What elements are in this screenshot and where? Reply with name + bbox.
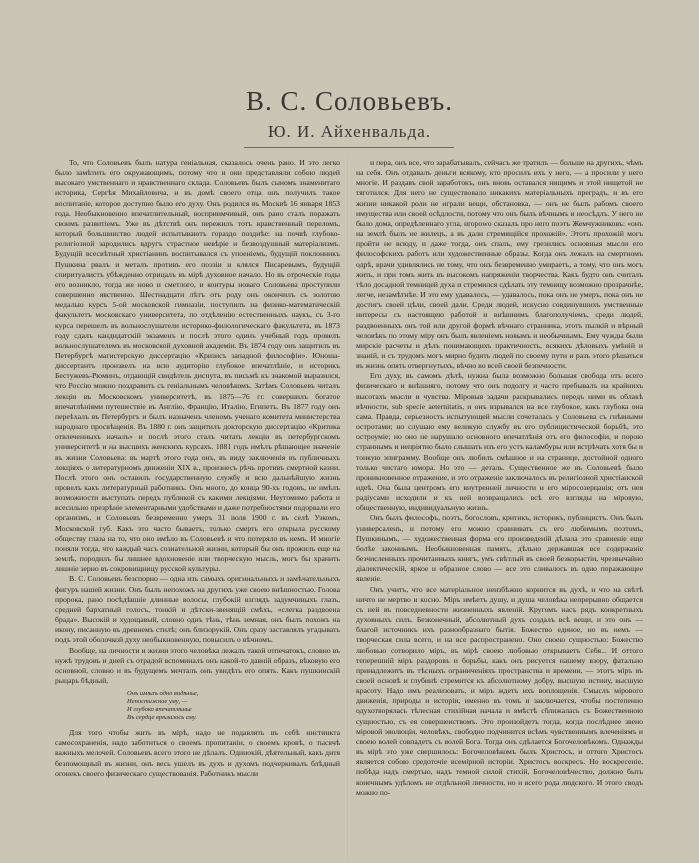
paragraph: Его духу, въ самомъ дѣлѣ, нужна была возможно большая свобода отъ всего физическаго и внѣшняго, потому что онъ подолгу и часто пребывалъ на крайнихъ высотахъ мысли и чувства. Міровыя задачи раскрывались передъ ними въ облакѣ вѣчности, sub specie aeternitatis, и онъ взрывался на все глубокое, какъ глубока она сама. Правда, серьезность испытующей мысли сочеталась у Соловьева съ гнѣвными остротами; но слушаю ему великую службу въ его публицистической борьбѣ, это остроуміе; но оно не нарушало основного впечатлѣнія отъ его философіи, и порою страннымъ и непріятно было слышать изъ его устъ каламбуры или встрѣчать хотя бы и тонкую эпиграмму. Вообще онъ любилъ смѣшное и на странице, достойной одного только чистаго юмора. Но это — деталь. Существенное же въ Соловьевѣ было проникновенное отражение, и это отраженіе заключалось въ религіозной христіанской идеѣ. Она была центромъ его внутренней личности и его міросозерцанія; отъ нея радіусами исходили и къ ней возвращались всѣ его взгляды на міровую, общественную, индивидуальную жизнь. [356,371,643,513]
paragraph: Онъ учитъ, что все матеріальное неизбѣжно корнится въ духѣ, и что на свѣтѣ ничто не мертво и косно. Міръ имѣетъ душу, и душа человѣка непрерывно общается съ ней въ повседневности жизненныхъ явленій. Кругомъ насъ рядъ конкретныхъ духовныхъ силъ. Безконечный, абсолютный духъ создалъ всѣ вещи, и это онъ — благой источникъ ихъ разнообразнаго бытія. Божество единое, но въ немъ — творческая сила всего, и на все распространено. Оно своею сущностью: Божество любовью сотворило міръ, въ мірѣ своею любовью открываетъ Себя... И оттого теперешній міръ раздоровъ и борьбы, какъ онъ рисуется нашему взору, фатально принадлежитъ въ тѣсныхъ ограниченіяхъ пространства и времени, — этотъ міръ въ своей основѣ и глубинѣ стремится къ абсолютному добру, высшую истину, высшую красоту. Надо имъ реализовать, и міръ ждетъ ихъ воплощенія. Смыслъ мірового движенія, природы и исторіи, именно въ томъ и заключается, чтобы постепенно одухотворялась тѣлесная стихійная начала и вмѣстѣ сближалась съ Божественною сущностью, съ ея совершенствомъ. Это произойдетъ тогда, когда послѣднее звено міровой эволюціи, человѣкъ, свободно подчинится всѣмъ чувственнымъ влеченіямъ и своею волей совпадетъ съ волей Бога. Тогда онъ сдѣлается Богочеловѣкомъ. Однажды въ мірѣ это уже свершилось: Богочеловѣкомъ былъ Христосъ, и оттого Христосъ является собою средоточіе всемірной исторіи. Христосъ воскресъ. Но воскресеніе, побѣда надъ смертью, надъ темной силой стихій, Богочеловѣчество, должно быть конечнымъ удѣломъ не отдѣльной личности, но и всего рода людского. И этого сводъ можно по- [356,584,643,797]
verse-line: Въ сердце врѣзалось ему. [127,714,197,722]
verse-line: Онъ имѣлъ одно видѣнье, [127,690,199,698]
article-title: В. С. Соловьевъ. [246,86,453,116]
verse-quote [127,690,340,722]
paragraph: Для того чтобы жить въ мірѣ, надо не подавлять въ себѣ инстинкта самосохраненія, надо заботиться о своемъ пропитаніи, о своемъ кровѣ, о тысячѣ важныхъ мелочей. Соловьевъ всего этого не дѣлалъ. Одинокій, дѣятельный, какъ дитя безпомощный въ жизни, онъ весь ушелъ въ духъ и духомъ подчеркивалъ блѣдный огонекъ своего физическаго существованія. Работникъ мысли [55,728,340,778]
right-column [356,158,643,858]
column-gutter [347,158,348,858]
paragraph: То, что Соловьевъ былъ натура геніальная, сказалось очень рано. И это легко было замѣтить его окружающимъ, потому что и они представляли собою людей высокаго умственнаго и нравственнаго склада. Соловьевъ былъ сыномъ знаменитаго историка, Сергѣя Михайловича, и въ домѣ своего отца онъ получилъ такое воспитаніе, которое доступно было его духу. Онъ родился въ Москвѣ 16 января 1853 года. Необыкновенно впечатлительный, восприимчивый, онъ рано сталъ поражать своимъ развитіемъ. Уже въ дѣтствѣ онъ пережилъ тотъ нравственный переломъ, который большинство людей испытываютъ гораздо позднѣе: на почвѣ глубоко-религіозной зародились вдругъ страстное невѣріе и безвоздушный матеріализмъ. Будущій всесвѣтный христіанинъ воспитывался съ упоеніемъ, будущій поклонникъ Пушкина рвалъ и металъ противъ его поэзіи и клялся Писаревымъ, будущій спиритуалистъ убѣжденно отрицалъ въ мірѣ духовное начало. Но въ отроческіе годы его возникло, тогда же ново и сметлого, и контуры новаго Соловьева проступили совершенно явственно. Шестнадцати лѣтъ отъ роду онъ окончилъ съ золотою медалью курсъ 5-ой московской гимназіи, поступилъ на физико-математическій факультетъ московскаго университета, по отдѣленію естественныхъ наукъ, съ 3-го курса перешелъ въ вольнослушатели историко-филологическаго факультета, въ 1873 году сдалъ кандидатскій экзаменъ и послѣ этого одинъ учебный годъ провелъ вольнослушателемъ въ московской духовной академіи. Въ 1874 году онъ защитилъ въ Петербургѣ магистерскую диссертацію «Кризисъ западной философіи». Юноша-диссертантъ произвелъ на всю аудиторію глубокое впечатлѣніе, и историкъ Бестужевъ-Рюминъ, отдающій свидѣтель диспута, въ письмѣ къ знакомой выразился, что Россію можно поздравить съ геніальнымъ человѣкомъ. Затѣмъ Соловьевъ читалъ лекціи въ Московскомъ университетѣ, въ 1875—76 гг. совершилъ богатое впечатлѣніями путешествіе въ Англію, Францію, Италію, Египетъ. Въ 1877 году онъ переѣхалъ въ Петербургъ и былъ назначенъ членомъ ученаго комитета министерства народнаго просвѣщенія. Въ 1880 г. онъ защитилъ докторскую диссертацію «Критика отвлеченныхъ началъ» и послѣ этого сталъ читать лекціи въ петербургскомъ университетѣ и на высшихъ женскихъ курсахъ. 1881 годъ имѣлъ рѣшающее значеніе въ жизни Соловьева: въ мартѣ этого года онъ, въ виду заключенія въ публичныхъ лекціяхъ о литературномъ движеніи XIX в., произнесъ рѣчь противъ смертной казни. Послѣ этого онъ оставилъ государственную службу и всю дальнѣйшую жизнь провелъ какъ литературный работникъ. Онъ много, до конца 90-хъ годовъ, не имѣлъ возможности выступать передъ публикой съ какими лекціями. Неутомимо работа и всесильно презрѣніе элементарными удобствами и даже потребностями подорвали его организмъ, и Соловьевъ безвременно умеръ 31 іюля 1900 г. въ селѣ Узкомъ, Московской губ. Какъ это часто бываетъ, только смерть его открыла русскому обществу глаза на то, что оно имѣло въ Соловьевѣ и что потеряло въ немъ. И многіе поняли тогда, что каждый часъ сознательной жизни, который бы онъ прожилъ еще на землѣ, породилъ бы лишнее вдохновеніе или творческую мысль, могъ бы хранить лишніе зерно въ сокровищницу русской культуры. [55,158,340,574]
verse-line: Непостижное уму, — [127,698,188,706]
verse-line: И глубоко впечатлѣнье [127,706,192,714]
left-column [55,158,340,858]
paragraph: и пера, онъ все, что зарабатывалъ, сейчасъ же тратилъ — больше на другихъ, чѣмъ на себя. Онъ отдавалъ деньги всякому, кто просилъ ихъ у него, — а просили у него многіе. И раздавъ свой заработокъ, онъ вновь оставался нищимъ и этой нищетой не тяготился. Для него не существовало никакихъ матеріальныхъ преградъ, и въ его жизни никакой роли не играли вещи, обстановка, — онъ не былъ рабомъ своего имущества или своей осѣдлости, потому что онъ былъ вѣчнымъ и неосѣдлъ. У него не было дома, опредѣленнаго угла, иropowo сказалъ про него поэтъ Жемчужниковъ: «онъ на землѣ былъ не жилецъ, а въ дали стремящійся прохожій». Этотъ прохожій могъ пройти не всюду, и даже тогда, онъ спалъ, ему грезились основныя мысли его философскихъ работъ или художественные образы. Когда онъ лежалъ на смертномъ одрѣ, врачи удивлялись не тому, что онъ безвременно умираетъ, а тому, что онъ могъ жить, и при томъ жить въ высокомъ напряженіи творчества. Какъ будто онъ считалъ тѣло досадной темницей духа и стремился сдѣлать эту темницу возможно прозрачнѣе, легче, незамѣтнѣе. И это ему удавалось, — удавалось, пока онъ не умеръ, пока онъ не достигъ своей цѣли, своей дали. Среди людей, искусно совдинувшихъ умственные интересы съ настоящею работой и внѣшнимъ благополучіемъ, среди людей, раздвоенныхъ онъ той или другой формѣ вѣчнаго странника, этотъ пылкій и вѣрный человѣкъ по этому міру онъ былъ явленіемъ новымъ и необычнымъ. Ему чужды были мирскіе расчеты и дѣлъ понимающихъ практичность, всякихъ дѣловыхъ умѣній и знаній, и съ трудомъ могъ мирно будить людей по своему пути и разъ этого рѣшаться въ жизнь опять отвергнутыхъ, вѣчно во всей своей безпечности. [356,158,643,371]
paragraph: Вообще, на личности и жизни этого человѣка лежалъ такой отпечатокъ, словно въ нужѣ трудовъ и дней съ отрадой вспоминалъ онъ какой-то давній образъ, вѣковую его основной, словно и въ будущемъ мечталъ онъ увидѣть его опять. Какъ пушкинскій рыцарь бѣдный, [55,645,340,685]
title-divider [244,147,454,148]
paragraph: В. С. Соловьевъ безспорно — одна изъ самыхъ оригинальныхъ и замѣчательныхъ фигуръ нашей жизни. Онъ былъ непохожъ на другихъ уже своею внѣшностью. Голова пророка, рано посѣдѣвшіе длинные волосы, глубокій взглядъ задумчивыхъ глазъ, средней бархатный голосъ, тонкій и дѣтски-звенящій смѣхъ, «слегка раздвоена брада». Высокій и худощавый, словно однъ тѣнь, тѣнь земная, онъ былъ похожъ на икону, писанную въ древнемъ стилѣ; онъ близорукій. Онъ сразу заставлялъ угадывать подъ этой оболочкой духу необыкновенную, повысилъ о вѣчномъ. [55,574,340,645]
paragraph: Онъ былъ философъ, поэтъ, богословъ, критикъ, историкъ, публицистъ. Онъ былъ универсаленъ, и потому его можно сравнивать съ его любимымъ поэтомъ, Пушкинымъ, — художественная форма его произведеній дѣлала это сравненіе еще болѣе законнымъ. Необыкновенная память, дѣльно державшая все содержаніе безчисленныхъ прочитанныхъ книгъ, умъ свѣтлый въ своей безкорыстіи, чрезвычайно діалектическій, яркое и образное слово — все это сливалось въ одно поражающее явленіе. [356,513,643,584]
article-author: Ю. И. Айхенвальда. [267,122,432,141]
